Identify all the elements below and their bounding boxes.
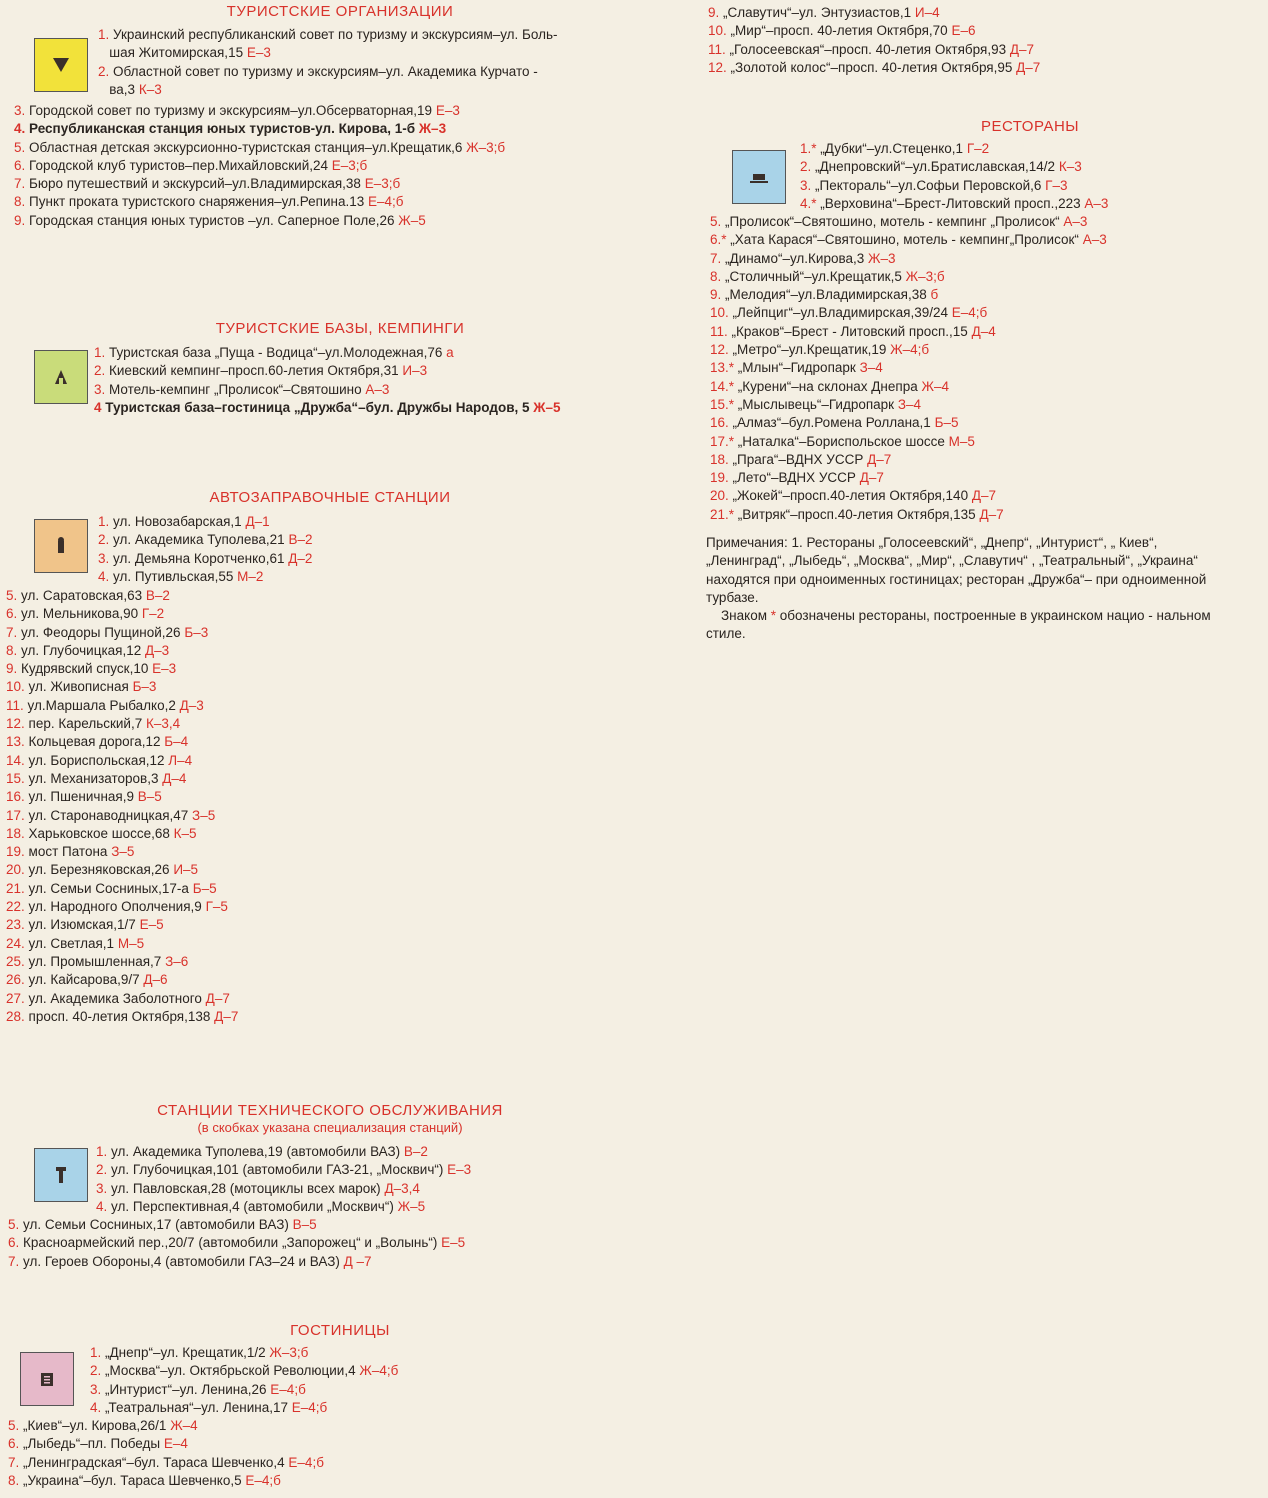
grid-code: З–6 <box>165 953 189 969</box>
gas-stations-list-2 <box>6 587 406 1026</box>
item-text: ул. Изюмская,1/7 <box>28 917 136 933</box>
item-number: 9. <box>6 661 18 677</box>
grid-code: Ж–4 <box>921 378 949 394</box>
item-text: „Курени“–на склонах Днепра <box>737 378 918 394</box>
list-item <box>710 414 1260 432</box>
list-item <box>6 587 406 605</box>
list-item: 2. Киевский кемпинг–просп.60-летия Октября,31 И–3 <box>94 363 428 379</box>
item-text: ул. Академика Заболотного <box>28 990 202 1006</box>
grid-code: Ж–3 <box>868 250 896 266</box>
grid-code: Е–5 <box>139 917 164 933</box>
item-number: 12. <box>710 342 729 358</box>
item-text: ул. Механизаторов,3 <box>28 770 159 786</box>
item-text: „Мыслывець“–Гидропарк <box>737 396 895 412</box>
gas-stations-list <box>98 513 498 586</box>
list-item <box>6 678 406 696</box>
list-item <box>710 433 1260 451</box>
item-number: 11. <box>710 323 728 339</box>
item-number: 8. <box>6 642 18 658</box>
list-item: 7. „Ленинградская“–бул. Тараса Шевченко,4 Е–4;б <box>8 1454 324 1470</box>
list-item: 6. Городской клуб туристов–пер.Михайловский,24 Е–3;б <box>14 157 368 173</box>
list-item: 6. „Лыбедь“–пл. Победы Е–4 <box>8 1436 188 1452</box>
item-text: ул. Глубочицкая,12 <box>21 642 142 658</box>
grid-code: Л–4 <box>168 752 193 768</box>
item-text: „Витряк“–просп.40-летия Октября,135 <box>737 506 976 522</box>
grid-code: Г–2 <box>141 606 165 622</box>
grid-code: В–5 <box>137 789 162 805</box>
item-text: ул. Промышленная,7 <box>28 953 162 969</box>
item-text: ул. Мельникова,90 <box>21 606 139 622</box>
item-number: 8. <box>710 268 722 284</box>
note-text: обозначены рестораны, построенные в украинском нацио - нальном стиле. <box>706 608 1211 642</box>
tent-icon <box>34 350 88 404</box>
grid-code: М–5 <box>948 433 975 449</box>
item-text: Кольцевая дорога,12 <box>28 734 161 750</box>
list-item <box>6 605 406 623</box>
item-text: пер. Карельский,7 <box>28 716 143 732</box>
item-number: 16. <box>6 789 25 805</box>
grid-code: З–4 <box>859 360 883 376</box>
list-item: 7. Бюро путешествий и экскурсий–ул.Владимирская,38 Е–3;б <box>14 176 401 192</box>
list-item: 1. „Днепр“–ул. Крещатик,1/2 Ж–3;б <box>90 1345 309 1360</box>
grid-code: З–5 <box>111 844 135 860</box>
list-item: 5. ул. Семьи Сосниных,17 (автомобили ВАЗ) В–5 <box>8 1217 317 1232</box>
item-number: 13.* <box>710 360 735 376</box>
item-text: просп. 40-летия Октября,138 <box>28 1008 211 1024</box>
grid-code: Д–7 <box>205 990 230 1006</box>
list-item <box>6 843 406 861</box>
list-item: 3. „Пектораль“–ул.Софьи Перовской,6 Г–3 <box>800 177 1068 193</box>
wrench-icon <box>34 1148 88 1202</box>
list-item <box>6 624 406 642</box>
item-text: ул. Саратовская,63 <box>21 588 143 603</box>
list-item <box>710 506 1260 524</box>
list-item <box>6 697 406 715</box>
grid-code: Д–6 <box>143 972 168 988</box>
section-title: ТУРИСТСКИЕ БАЗЫ, КЕМПИНГИ <box>215 320 465 337</box>
item-number: 5. <box>710 214 722 229</box>
list-item <box>710 341 1260 359</box>
item-text: „Краков“–Брест - Литовский просп.,15 <box>731 323 968 339</box>
list-item: 3. Городской совет по туризму и экскурсиям–ул.Обсерваторная,19 Е–3 <box>14 103 460 118</box>
list-item <box>710 378 1260 396</box>
item-text: ул. Бориспольская,12 <box>28 752 165 768</box>
list-item: 1. Украинский республиканский совет по туризму и экскурсиям–ул. Боль- <box>98 27 558 42</box>
grid-code: Б–3 <box>184 624 209 640</box>
list-item: 7. ул. Героев Обороны,4 (автомобили ГАЗ–24 и ВАЗ) Д –7 <box>8 1253 372 1269</box>
list-item: ва,3 К–3 <box>109 81 162 97</box>
grid-code: Ж–3;б <box>905 268 945 284</box>
restaurants-list <box>800 140 1260 213</box>
service-stations-list-2 <box>8 1216 568 1271</box>
item-text: Харьковское шоссе,68 <box>28 825 170 841</box>
grid-code: Е–3 <box>152 661 177 677</box>
item-text: ул. Феодоры Пущиной,26 <box>21 624 181 640</box>
item-number: 13. <box>6 734 25 750</box>
item-number: 18. <box>710 451 729 467</box>
item-number: 6. <box>6 606 18 622</box>
grid-code: А–3 <box>1082 232 1107 248</box>
list-item <box>6 935 406 953</box>
grid-code: К–5 <box>173 825 197 841</box>
grid-code: Б–4 <box>164 734 189 750</box>
section-subtitle: (в скобках указана специализация станций) <box>197 1120 463 1135</box>
list-item: 4. „Театральная“–ул. Ленина,17 Е–4;б <box>90 1399 328 1415</box>
item-number: 27. <box>6 990 25 1006</box>
item-text: „Прага“–ВДНХ УССР <box>732 451 864 467</box>
item-text: ул. Живописная <box>28 679 129 695</box>
grid-code: М–5 <box>117 935 145 951</box>
item-text: „Млын“–Гидропарк <box>737 360 856 376</box>
service-stations-list <box>96 1143 556 1216</box>
item-number: 19. <box>710 470 729 486</box>
list-item: 1. Туристская база „Пуща - Водица“–ул.Молодежная,76 а <box>94 345 454 360</box>
list-item <box>710 396 1260 414</box>
list-item: 12. „Золотой колос“–просп. 40-летия Октября,95 Д–7 <box>708 59 1041 75</box>
hotels-list-2 <box>8 1417 408 1490</box>
item-text: ул. Народного Ополчения,9 <box>28 899 202 915</box>
list-item: 10. „Мир“–просп. 40-летия Октября,70 Е–6 <box>708 23 976 39</box>
grid-code: К–3,4 <box>146 716 181 732</box>
grid-code: Е–4;б <box>951 305 988 321</box>
list-item <box>710 487 1260 505</box>
grid-code: Д–4 <box>162 770 187 786</box>
list-item: шая Житомирская,15 Е–3 <box>109 45 271 61</box>
item-number: 7. <box>710 250 722 266</box>
grid-code: Г–5 <box>205 899 228 915</box>
item-number: 14.* <box>710 378 735 394</box>
list-item: 9. Городская станция юных туристов –ул. Саперное Поле,26 Ж–5 <box>14 212 426 228</box>
list-item <box>6 880 406 898</box>
item-number: 17.* <box>710 433 735 449</box>
list-item: 11. „Голосеевская“–просп. 40-летия Октября,93 Д–7 <box>708 41 1035 57</box>
list-item <box>710 451 1260 469</box>
grid-code: Д–7 <box>971 488 997 504</box>
list-item <box>6 916 406 934</box>
list-item <box>6 733 406 751</box>
list-item <box>710 250 1260 268</box>
item-number: 16. <box>710 415 729 431</box>
list-item: 3. „Интурист“–ул. Ленина,26 Е–4;б <box>90 1381 306 1397</box>
list-item <box>710 323 1260 341</box>
grid-code: Д–7 <box>867 451 892 467</box>
grid-code: В–2 <box>145 588 170 603</box>
flag-triangle-icon <box>34 38 88 92</box>
fuel-pump-icon <box>34 519 88 573</box>
grid-code: Б–5 <box>934 415 959 431</box>
list-item: 3. Мотель-кемпинг „Пролисок“–Святошино А–3 <box>94 381 390 397</box>
list-item: 5. Областная детская экскурсионно-туристская станция–ул.Крещатик,6 Ж–3;б <box>14 139 506 155</box>
item-number: 15. <box>6 770 25 786</box>
section-title: АВТОЗАПРАВОЧНЫЕ СТАНЦИИ <box>209 489 451 506</box>
list-item: 3. ул. Павловская,28 (мотоциклы всех марок) Д–3,4 <box>96 1180 420 1196</box>
item-text: ул.Маршала Рыбалко,2 <box>27 697 176 713</box>
list-item <box>6 990 406 1008</box>
item-number: 26. <box>6 972 25 988</box>
tourist-orgs-list-2 <box>14 102 674 230</box>
grid-code: Б–5 <box>192 880 217 896</box>
item-text: „Мелодия“–ул.Владимирская,38 <box>725 287 927 303</box>
item-text: ул. Пшеничная,9 <box>28 789 134 805</box>
item-number: 22. <box>6 899 25 915</box>
item-number: 18. <box>6 825 25 841</box>
item-text: „Лейпциг“–ул.Владимирская,39/24 <box>732 305 948 321</box>
list-item: 8. Пункт проката туристского снаряжения–ул.Репина.13 Е–4;б <box>14 194 404 210</box>
list-item: 4. ул. Путивльская,55 М–2 <box>98 568 264 584</box>
grid-code: З–5 <box>192 807 216 823</box>
item-number: 28. <box>6 1008 25 1024</box>
item-text: „Хата Карася“–Святошино, мотель - кемпинг„Пролисок“ <box>730 232 1079 248</box>
item-number: 11. <box>6 697 24 713</box>
item-text: „Наталка“–Бориспольское шоссе <box>737 433 945 449</box>
grid-code: Д–3 <box>145 642 170 658</box>
list-item: 4.* „Верховина“–Брест-Литовский просп.,223 А–3 <box>800 195 1109 211</box>
list-item <box>6 971 406 989</box>
list-item: 2. „Днепровский“–ул.Братиславская,14/2 К–3 <box>800 159 1082 175</box>
list-item: 4. ул. Перспективная,4 (автомобили „Москвич“) Ж–5 <box>96 1198 426 1214</box>
item-text: ул. Светлая,1 <box>28 935 115 951</box>
item-number: 24. <box>6 935 25 951</box>
list-item: 5. „Киев“–ул. Кирова,26/1 Ж–4 <box>8 1418 198 1433</box>
list-item <box>710 359 1260 377</box>
item-text: ул. Березняковская,26 <box>28 862 170 878</box>
item-number: 19. <box>6 844 25 860</box>
hotels-list-3 <box>708 4 1128 77</box>
note-text: Примечания: 1. Рестораны „Голосеевский“, „Днепр“, „Интурист“, „ Киев“, „Ленинград“, „Лыбедь“, „Москва“, „Мир“, „Славутич“ , „Театральный“, „Украина“ находятся при одноименных гостиницах; ресторан „Дружба“– при одноименной турбазе. <box>706 535 1207 605</box>
section-title: ГОСТИНИЦЫ <box>290 1322 390 1339</box>
grid-code: Д–7 <box>859 470 884 486</box>
list-item <box>6 898 406 916</box>
item-number: 21. <box>6 880 25 896</box>
list-item: 2. ул. Академика Туполева,21 В–2 <box>98 532 313 548</box>
list-item: 6. Красноармейский пер.,20/7 (автомобили „Запорожец“ и „Волынь“) Е–5 <box>8 1235 466 1251</box>
grid-code: Д–4 <box>971 323 996 339</box>
list-item <box>6 807 406 825</box>
grid-code: Ж–4;б <box>890 342 930 358</box>
grid-code: Д–7 <box>979 506 1004 522</box>
list-item: 4. Республиканская станция юных туристов-ул. Кирова, 1-б Ж–3 <box>14 121 447 137</box>
list-item <box>710 286 1260 304</box>
grid-code: Б–3 <box>132 679 157 695</box>
restaurants-list-2 <box>710 213 1260 524</box>
list-item <box>710 231 1260 249</box>
item-text: ул. Старонаводницкая,47 <box>28 807 189 823</box>
asterisk-mark: * <box>770 608 777 624</box>
restaurants-note <box>706 534 1226 644</box>
item-text: „Лето“–ВДНХ УССР <box>732 470 856 486</box>
item-number: 12. <box>6 716 25 732</box>
list-item <box>6 770 406 788</box>
grid-code: А–3 <box>1063 214 1088 229</box>
item-number: 5. <box>6 588 18 603</box>
item-text: „Динамо“–ул.Кирова,3 <box>725 250 865 266</box>
list-item: 4 Туристская база–гостиница „Дружба“–бул. Дружбы Народов, 5 Ж–5 <box>94 399 561 415</box>
note-text: Знаком <box>721 608 767 624</box>
grid-code: З–4 <box>897 396 922 412</box>
list-item: 3. ул. Демьяна Коротченко,61 Д–2 <box>98 550 313 566</box>
list-item <box>710 213 1260 231</box>
item-number: 17. <box>6 807 25 823</box>
item-number: 14. <box>6 752 25 768</box>
item-text: ул. Кайсарова,9/7 <box>28 972 140 988</box>
list-item <box>710 304 1260 322</box>
grid-code: И–5 <box>173 862 199 878</box>
list-item: 1.* „Дубки“–ул.Стеценко,1 Г–2 <box>800 141 990 156</box>
item-text: „Жокей“–просп.40-летия Октября,140 <box>732 488 969 504</box>
list-item <box>710 268 1260 286</box>
list-item: 2. Областной совет по туризму и экскурсиям–ул. Академика Курчато - <box>98 63 538 79</box>
section-title: ТУРИСТСКИЕ ОРГАНИЗАЦИИ <box>226 3 454 20</box>
list-item <box>6 825 406 843</box>
list-item: 2. „Москва“–ул. Октябрьской Революции,4 Ж–4;б <box>90 1363 399 1379</box>
item-number: 10. <box>710 305 729 321</box>
item-text: Кудрявский спуск,10 <box>21 661 149 677</box>
list-item: 1. ул. Академика Туполева,19 (автомобили ВАЗ) В–2 <box>96 1144 428 1159</box>
item-text: „Столичный“–ул.Крещатик,5 <box>725 268 902 284</box>
list-item <box>6 660 406 678</box>
list-item <box>6 642 406 660</box>
item-number: 21.* <box>710 506 735 522</box>
tourist-orgs-list <box>98 26 668 99</box>
grid-code: Д–3 <box>179 697 204 713</box>
item-number: 7. <box>6 624 18 640</box>
item-text: „Метро“–ул.Крещатик,19 <box>732 342 887 358</box>
grid-code: Д–7 <box>214 1008 239 1024</box>
list-item <box>6 752 406 770</box>
list-item <box>710 469 1260 487</box>
hotels-list <box>90 1344 490 1417</box>
list-item: 8. „Украина“–бул. Тараса Шевченко,5 Е–4;б <box>8 1472 281 1488</box>
item-number: 23. <box>6 917 25 933</box>
list-item <box>6 953 406 971</box>
cup-icon <box>732 150 786 204</box>
list-item <box>6 1008 406 1026</box>
list-item: 2. ул. Глубочицкая,101 (автомобили ГАЗ-21, „Москвич“) Е–3 <box>96 1162 472 1178</box>
section-title: СТАНЦИИ ТЕХНИЧЕСКОГО ОБСЛУЖИВАНИЯ <box>157 1102 503 1119</box>
hotel-icon <box>20 1352 74 1406</box>
list-item: 9. „Славутич“–ул. Энтузиастов,1 И–4 <box>708 5 940 20</box>
item-text: ул. Семьи Сосниных,17-а <box>28 880 189 896</box>
item-text: мост Патона <box>28 844 108 860</box>
list-item <box>6 861 406 879</box>
item-number: 20. <box>710 488 729 504</box>
grid-code: б <box>930 287 939 303</box>
item-number: 15.* <box>710 396 735 412</box>
tourist-bases-list <box>94 344 674 417</box>
item-number: 6.* <box>710 232 727 248</box>
item-number: 9. <box>710 287 722 303</box>
item-number: 25. <box>6 953 25 969</box>
item-number: 20. <box>6 862 25 878</box>
list-item <box>6 788 406 806</box>
list-item: 1. ул. Новозабарская,1 Д–1 <box>98 514 270 529</box>
item-text: „Алмаз“–бул.Ромена Роллана,1 <box>732 415 931 431</box>
item-number: 10. <box>6 679 25 695</box>
section-title: РЕСТОРАНЫ <box>980 118 1080 135</box>
list-item <box>6 715 406 733</box>
item-text: „Пролисок“–Святошино, мотель - кемпинг „Пролисок“ <box>725 214 1060 229</box>
